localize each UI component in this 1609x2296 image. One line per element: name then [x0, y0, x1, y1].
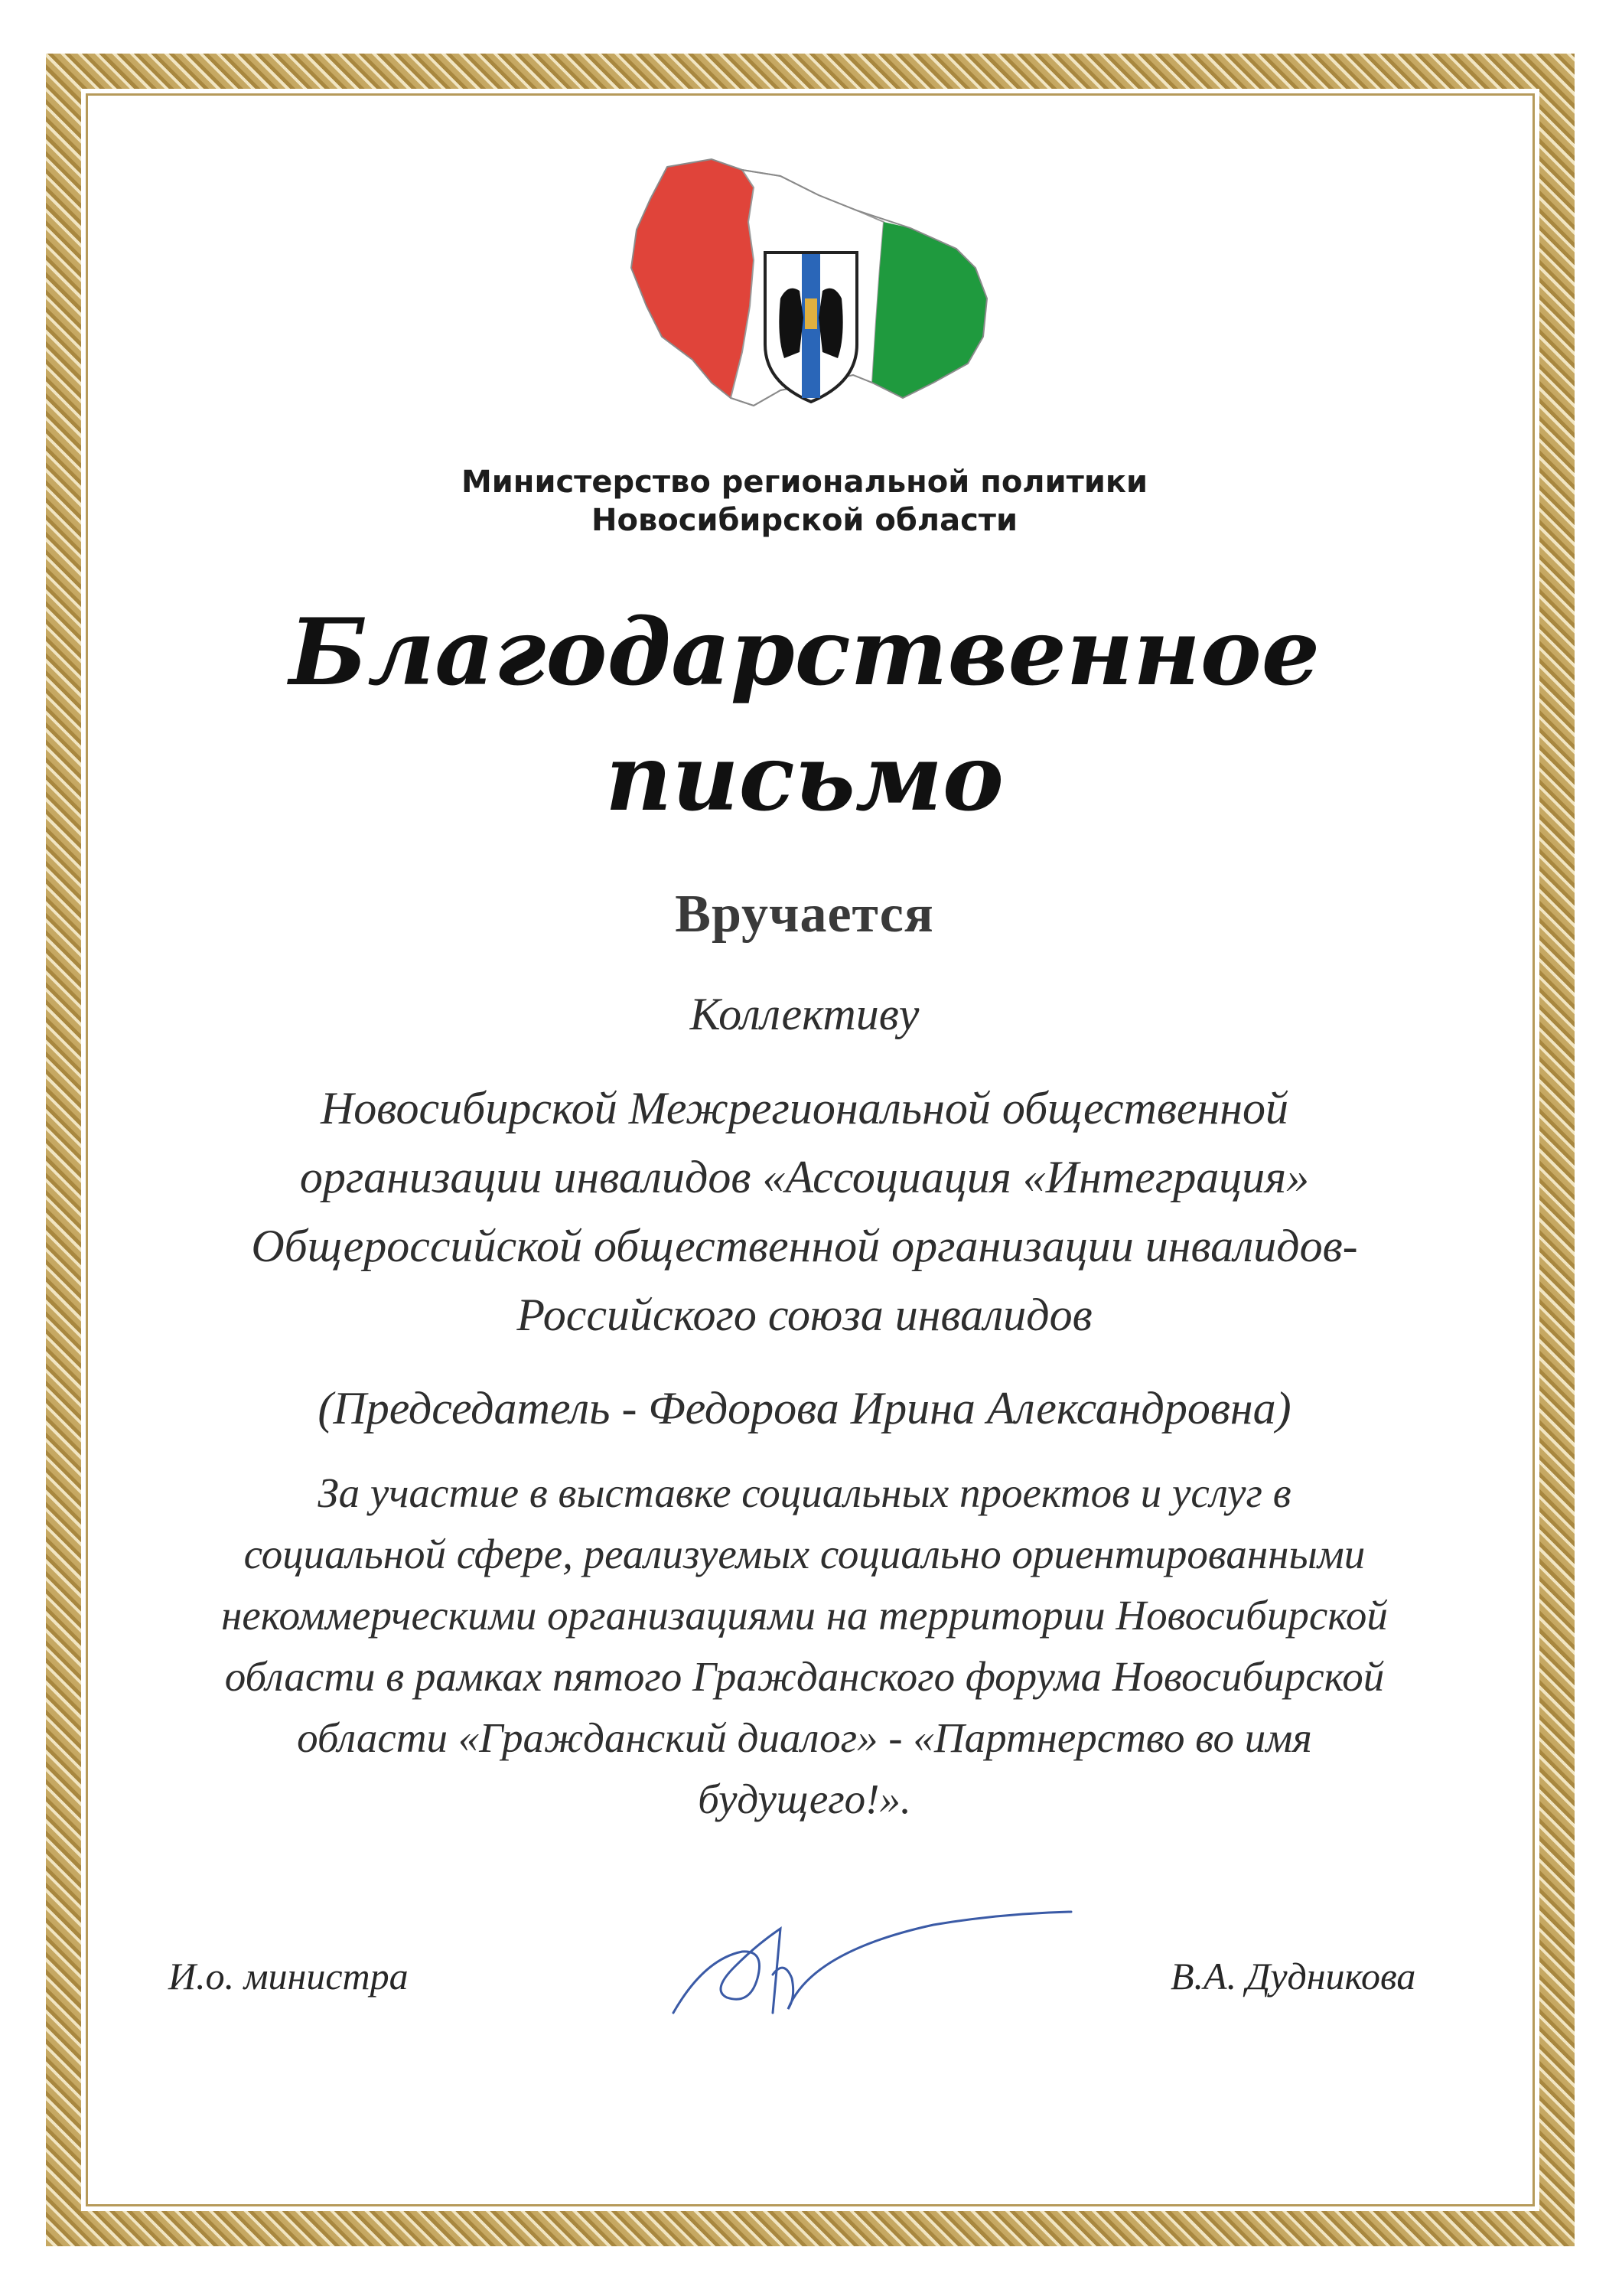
- signatory-position: И.о. министра: [168, 1955, 409, 1998]
- awarded-heading: Вручается: [675, 885, 934, 944]
- reason-line: области «Гражданский диалог» - «Партнерство во имя: [297, 1714, 1312, 1761]
- handwritten-signature: [658, 1906, 1086, 2028]
- recipient-org-line: Новосибирской Межрегиональной общественной: [320, 1083, 1289, 1133]
- reason-line: некоммерческими организациями на территории Новосибирской: [221, 1592, 1388, 1639]
- ministry-name-line2: Новосибирской области: [591, 503, 1018, 538]
- region-logo: [627, 153, 995, 417]
- chairman-line: (Председатель - Федорова Ирина Александровна): [318, 1383, 1291, 1433]
- recipient-intro: Коллективу: [689, 989, 920, 1039]
- reason-line: области в рамках пятого Гражданского форума Новосибирской: [224, 1653, 1385, 1700]
- reason-line: За участие в выставке социальных проектов и услуг в: [318, 1469, 1291, 1516]
- recipient-org-line: Общероссийской общественной организации инвалидов-: [251, 1221, 1358, 1271]
- region-map-green: [872, 222, 987, 398]
- coat-of-arms-icon: [765, 253, 857, 402]
- document-title-line2: письмо: [605, 724, 1004, 832]
- document-title-line1: Благодарственное: [288, 598, 1321, 706]
- reason-line: социальной сфере, реализуемых социально ориентированными: [243, 1531, 1366, 1577]
- region-map-red: [631, 159, 754, 398]
- ministry-name-line1: Министерство региональной политики: [461, 465, 1148, 500]
- reason-line: будущего!».: [698, 1776, 911, 1822]
- recipient-org-line: Российского союза инвалидов: [516, 1290, 1093, 1340]
- recipient-org-line: организации инвалидов «Ассоциация «Интеграция»: [299, 1152, 1310, 1202]
- signatory-name: В.А. Дудникова: [1171, 1955, 1416, 1998]
